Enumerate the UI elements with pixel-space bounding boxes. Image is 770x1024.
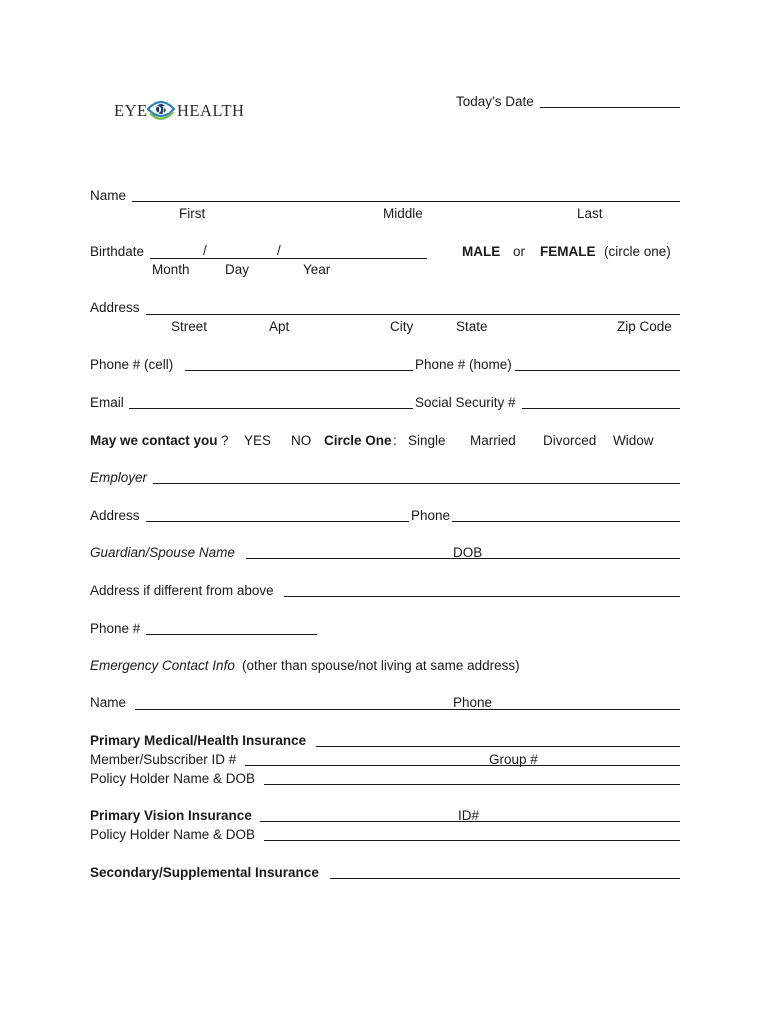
- contact-no-option[interactable]: NO: [291, 433, 312, 448]
- birthdate-day-caption: Day: [225, 262, 250, 277]
- employer-field[interactable]: [153, 483, 680, 484]
- address-zip-caption: Zip Code: [617, 319, 672, 334]
- contact-yes-option[interactable]: YES: [244, 433, 272, 448]
- marital-divorced-option[interactable]: Divorced: [543, 433, 597, 448]
- email-label: Email: [90, 395, 124, 410]
- medical-policy-holder-field[interactable]: [264, 784, 680, 785]
- gender-or-text: or: [513, 244, 526, 259]
- primary-medical-insurance-field[interactable]: [316, 746, 680, 747]
- emergency-contact-title: Emergency Contact Info: [90, 658, 235, 673]
- vision-policy-holder-label: Policy Holder Name & DOB: [90, 827, 256, 842]
- birthdate-separator-2: /: [277, 243, 281, 258]
- member-subscriber-id-label: Member/Subscriber ID #: [90, 752, 237, 767]
- birthdate-month-caption: Month: [152, 262, 190, 277]
- address-state-caption: State: [456, 319, 488, 334]
- birthdate-year-caption: Year: [303, 262, 331, 277]
- logo-word-eye: EYE: [114, 101, 148, 120]
- logo-word-health: HEALTH: [177, 101, 245, 120]
- guardian-dob-label: DOB: [453, 545, 483, 560]
- guardian-address-label: Address if different from above: [90, 583, 274, 598]
- secondary-insurance-label: Secondary/Supplemental Insurance: [90, 865, 319, 880]
- may-we-contact-label: May we contact you: [90, 433, 218, 448]
- guardian-spouse-label: Guardian/Spouse Name: [90, 545, 235, 560]
- may-we-contact-question-mark: ?: [221, 433, 229, 448]
- marital-widow-option[interactable]: Widow: [613, 433, 654, 448]
- address-street-caption: Street: [171, 319, 208, 334]
- name-last-caption: Last: [577, 206, 603, 221]
- emergency-name-label: Name: [90, 695, 127, 710]
- name-field[interactable]: [132, 201, 680, 202]
- emergency-phone-label: Phone: [453, 695, 493, 710]
- phone-cell-label: Phone # (cell): [90, 357, 174, 372]
- employer-address-label: Address: [90, 508, 140, 523]
- emergency-name-field[interactable]: [135, 709, 680, 710]
- medical-policy-holder-label: Policy Holder Name & DOB: [90, 771, 256, 786]
- address-apt-caption: Apt: [269, 319, 290, 334]
- gender-male-option[interactable]: MALE: [462, 244, 501, 259]
- guardian-phone-label: Phone #: [90, 621, 141, 636]
- guardian-phone-field[interactable]: [146, 634, 317, 635]
- employer-address-field[interactable]: [146, 521, 409, 522]
- name-label: Name: [90, 188, 127, 203]
- phone-cell-field[interactable]: [185, 370, 413, 371]
- employer-label: Employer: [90, 470, 148, 485]
- marital-single-option[interactable]: Single: [408, 433, 446, 448]
- phone-home-field[interactable]: [515, 370, 680, 371]
- address-label: Address: [90, 300, 140, 315]
- guardian-address-field[interactable]: [284, 596, 680, 597]
- name-middle-caption: Middle: [383, 206, 423, 221]
- ssn-field[interactable]: [522, 408, 680, 409]
- gender-female-option[interactable]: FEMALE: [540, 244, 596, 259]
- primary-vision-insurance-label: Primary Vision Insurance: [90, 808, 252, 823]
- todays-date-field[interactable]: [540, 107, 680, 108]
- secondary-insurance-field[interactable]: [330, 878, 680, 879]
- member-subscriber-id-field[interactable]: [245, 765, 680, 766]
- marital-colon: :: [393, 433, 397, 448]
- email-field[interactable]: [129, 408, 413, 409]
- primary-medical-insurance-label: Primary Medical/Health Insurance: [90, 733, 307, 748]
- vision-id-label: ID#: [458, 808, 480, 823]
- logo-word-on: ON: [153, 104, 171, 116]
- group-number-label: Group #: [489, 752, 538, 767]
- address-field[interactable]: [146, 314, 680, 315]
- marital-circle-one-label: Circle One: [324, 433, 392, 448]
- eye-on-health-logo: [114, 92, 244, 126]
- marital-married-option[interactable]: Married: [470, 433, 516, 448]
- todays-date-label: Today’s Date: [456, 94, 534, 109]
- employer-phone-label: Phone: [411, 508, 451, 523]
- address-city-caption: City: [390, 319, 414, 334]
- name-first-caption: First: [179, 206, 206, 221]
- emergency-contact-note: (other than spouse/not living at same address): [242, 658, 520, 673]
- gender-circle-note: (circle one): [604, 244, 671, 259]
- birthdate-field[interactable]: [150, 258, 427, 259]
- birthdate-separator-1: /: [203, 243, 207, 258]
- employer-phone-field[interactable]: [452, 521, 680, 522]
- birthdate-label: Birthdate: [90, 244, 145, 259]
- ssn-label: Social Security #: [415, 395, 516, 410]
- vision-policy-holder-field[interactable]: [264, 840, 680, 841]
- phone-home-label: Phone # (home): [415, 357, 512, 372]
